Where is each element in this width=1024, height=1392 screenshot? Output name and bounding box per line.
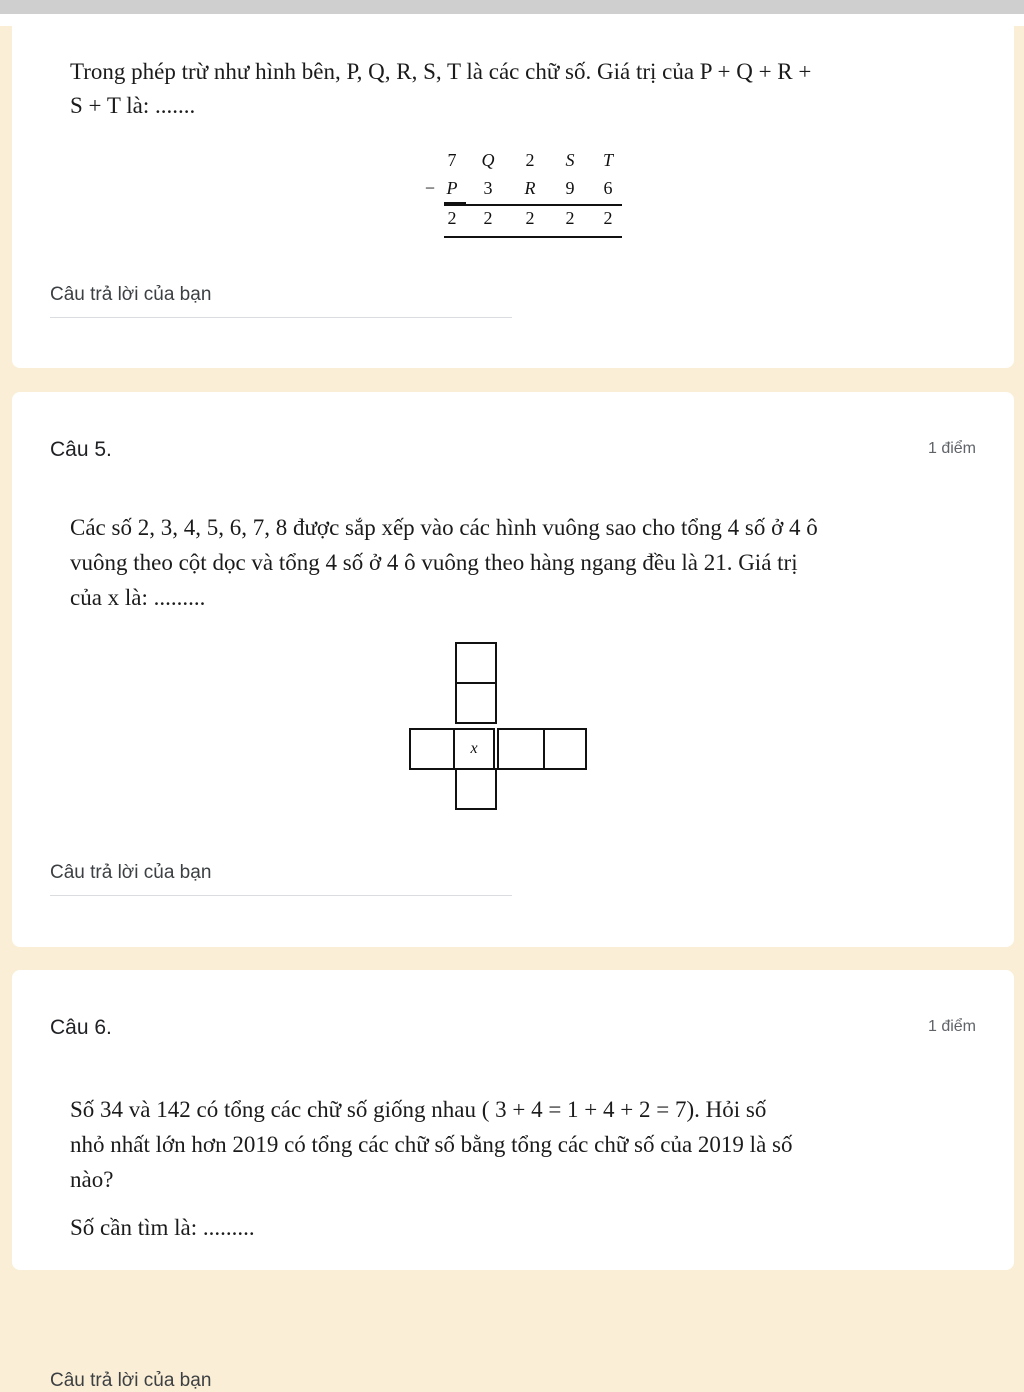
points-label: 1 điểm [927, 440, 976, 457]
question-title: Câu 5. [50, 438, 112, 461]
digit: 2 [483, 208, 493, 228]
digit: P [446, 178, 458, 198]
question-text-line: Số 34 và 142 có tổng các chữ số giống nhau ( 3 + 4 = 1 + 4 + 2 = 7). Hỏi số [70, 1097, 767, 1122]
grid-cell [455, 768, 497, 810]
digit: 2 [525, 150, 535, 170]
subtraction-figure [424, 146, 632, 251]
points-label: 1 điểm [927, 1018, 976, 1035]
answer-input[interactable]: Câu trả lời của bạn [50, 284, 212, 305]
digit: 6 [603, 178, 613, 198]
digit: 3 [483, 178, 493, 198]
minus-sign: − [424, 178, 436, 198]
question-title: Câu 6. [50, 1016, 112, 1039]
digit: 2 [447, 208, 457, 228]
question-text-line: vuông theo cột dọc và tổng 4 số ở 4 ô vuông theo hàng ngang đều là 21. Giá trị [70, 550, 798, 575]
result-rule [444, 236, 622, 238]
grid-cell [497, 728, 545, 770]
question-text-line: Số cần tìm là: ......... [70, 1215, 255, 1240]
digit: 2 [603, 208, 613, 228]
digit: 7 [447, 150, 457, 170]
answer-input[interactable]: Câu trả lời của bạn [50, 1370, 212, 1391]
digit: R [524, 178, 536, 198]
question-text-line: Các số 2, 3, 4, 5, 6, 7, 8 được sắp xếp vào các hình vuông sao cho tổng 4 số ở 4 ô [70, 515, 818, 540]
question-text-line: nhỏ nhất lớn hơn 2019 có tổng các chữ số bằng tổng các chữ số của 2019 là số [70, 1132, 793, 1157]
digit: 9 [565, 178, 575, 198]
digit: T [602, 150, 613, 170]
grid-cell [455, 682, 497, 724]
cross-grid-figure [409, 642, 589, 822]
question-text-line: nào? [70, 1167, 114, 1192]
question-card-4 [12, 26, 1014, 368]
subtraction-rule [444, 204, 622, 206]
grid-cell [455, 642, 497, 684]
question-text-line: Trong phép trừ như hình bên, P, Q, R, S, T là các chữ số. Giá trị của P + Q + R + [70, 59, 812, 84]
form-top-strip [0, 14, 1024, 26]
browser-top-bar [0, 0, 1024, 14]
grid-cell [543, 728, 587, 770]
answer-input[interactable]: Câu trả lời của bạn [50, 862, 212, 883]
digit: 2 [525, 208, 535, 228]
digit: Q [481, 150, 495, 170]
digit: S [565, 150, 575, 170]
digit: 2 [565, 208, 575, 228]
question-card-6 [12, 970, 1014, 1391]
grid-cell-x: x [453, 728, 495, 770]
answer-underline [50, 317, 512, 318]
question-text-line: của x là: ......... [70, 585, 206, 610]
question-text-line: S + T là: ....... [70, 93, 196, 118]
question-card-5 [12, 392, 1014, 947]
answer-underline [50, 895, 512, 896]
grid-cell [409, 728, 455, 770]
